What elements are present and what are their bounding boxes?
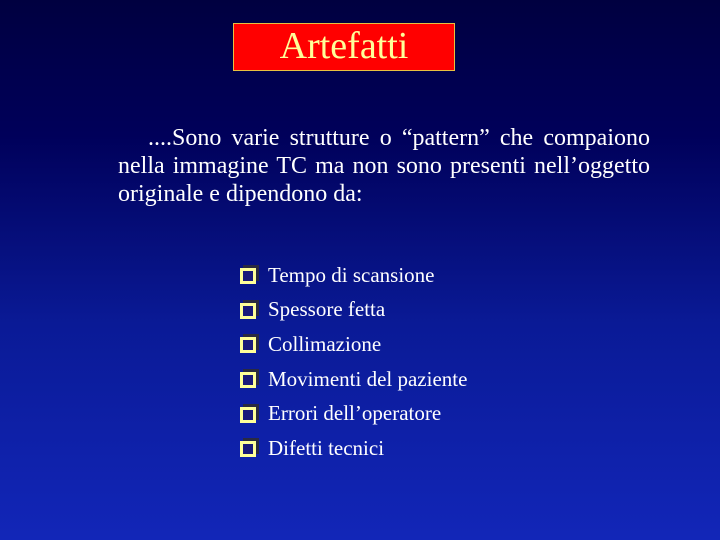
slide-title: Artefatti (279, 25, 409, 67)
list-item (240, 327, 467, 362)
list-item-label: Errori dell’operatore (268, 401, 442, 426)
list-item (240, 396, 467, 431)
checkbox-square-icon (240, 404, 259, 424)
list-item (240, 258, 467, 293)
list-item-label: Spessore fetta (268, 297, 386, 322)
list-item (240, 293, 467, 328)
list-item-label: Tempo di scansione (268, 262, 435, 287)
list-item-label: Collimazione (268, 331, 382, 356)
checkbox-square-icon (240, 369, 259, 389)
intro-paragraph: ....Sono varie strutture o “pattern” che compaiono nella immagine TC ma non sono presenti nell’oggetto originale e dipendono da: (118, 125, 650, 207)
title-box (233, 23, 455, 71)
checkbox-square-icon (240, 334, 259, 354)
list-item (240, 362, 467, 397)
list-item-label: Difetti tecnici (268, 435, 385, 460)
checkbox-square-icon (240, 300, 259, 320)
checkbox-square-icon (240, 265, 259, 285)
bullet-list (240, 258, 467, 466)
list-item (240, 431, 467, 466)
list-item-label: Movimenti del paziente (268, 366, 468, 391)
checkbox-square-icon (240, 438, 259, 458)
